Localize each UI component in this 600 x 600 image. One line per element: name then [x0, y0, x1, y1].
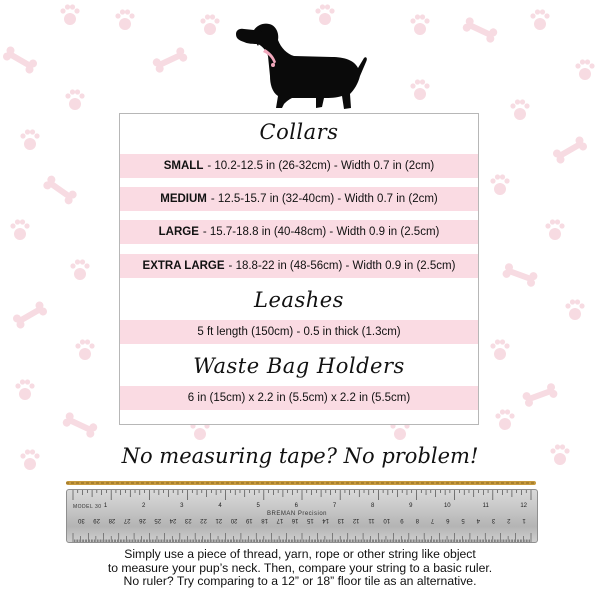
collar-size-row-medium [120, 187, 478, 211]
ruler-inch-label: 10 [443, 503, 451, 509]
size-chart-card [119, 113, 479, 425]
leashes-heading: Leashes [254, 288, 344, 312]
ruler-cm-label: 3 [491, 517, 496, 523]
ruler-cm-label: 20 [230, 517, 238, 523]
ruler-inch-label: 12 [520, 503, 527, 509]
ruler-cm-label: 2 [507, 517, 511, 523]
bone-icon [521, 382, 558, 408]
ruler-inch-label: 11 [482, 503, 489, 509]
bone-icon [61, 411, 98, 439]
dachshund-silhouette-icon [232, 22, 368, 112]
ruler-cm-label: 1 [522, 517, 526, 523]
ruler-model: MODEL 30 [73, 504, 102, 510]
instructions-line: No ruler? Try comparing to a 12” or 18” floor tile as an alternative. [123, 574, 477, 588]
ruler-cm-label: 10 [383, 517, 391, 523]
paw-icon [545, 219, 564, 240]
collar-size-row-extra-large [120, 254, 478, 278]
paw-icon [200, 14, 219, 35]
size-label: SMALL [163, 160, 204, 172]
size-label: MEDIUM [160, 193, 207, 205]
paw-icon [10, 219, 29, 240]
size-detail: - 18.8-22 in (48-56cm) - Width 0.9 in (2.5cm) [228, 260, 456, 272]
ruler-cm-label: 24 [169, 517, 177, 523]
size-detail: - 15.7-18.8 in (40-48cm) - Width 0.9 in (2.5cm) [202, 226, 440, 238]
ruler-cm-label: 22 [200, 517, 207, 523]
ruler-cm-label: 4 [476, 517, 481, 523]
bone-icon [552, 135, 589, 165]
paw-icon [65, 89, 84, 110]
ruler-cm-label: 30 [78, 517, 85, 523]
paw-icon [15, 379, 34, 400]
bone-icon [12, 300, 49, 330]
ruler-cm-label: 19 [245, 517, 253, 523]
paw-icon [490, 174, 509, 195]
paw-icon [510, 99, 529, 120]
size-detail: - 12.5-15.7 in (32-40cm) - Width 0.7 in (2cm) [210, 193, 438, 205]
ruler-cm-label: 12 [352, 517, 360, 523]
ruler-cm-label: 29 [93, 517, 101, 523]
paw-icon [410, 79, 429, 100]
tagline: No measuring tape? No problem! [121, 444, 479, 468]
ruler [66, 489, 538, 543]
ruler-inch-label: 3 [180, 503, 184, 509]
bone-icon [2, 45, 39, 75]
paw-icon [565, 299, 584, 320]
paw-icon [575, 59, 594, 80]
ruler-cm-label: 14 [322, 517, 330, 523]
ruler-cm-label: 7 [430, 517, 435, 523]
ruler-inch-label: 2 [141, 503, 146, 509]
paw-icon [75, 339, 94, 360]
ruler-cm-label: 28 [108, 517, 116, 523]
waste-bag-size-row [120, 386, 478, 410]
paw-icon [70, 259, 89, 280]
bone-icon [42, 174, 78, 206]
instructions-line: to measure your pup’s neck. Then, compare your string to a basic ruler. [107, 560, 493, 575]
ruler-cm-label: 23 [184, 517, 192, 523]
instructions-line: Simply use a piece of thread, yarn, rope or other string like object [124, 547, 476, 561]
ruler-inch-label: 4 [218, 503, 222, 509]
leash-detail: 5 ft length (150cm) - 0.5 in thick (1.3cm) [197, 326, 401, 338]
ruler-cm-label: 21 [215, 517, 223, 523]
paw-icon [530, 9, 549, 30]
ruler-cm-label: 5 [461, 517, 465, 523]
ruler-cm-label: 9 [400, 517, 404, 523]
leash-size-row [120, 320, 478, 344]
paw-icon [490, 339, 509, 360]
collar-size-row-large [120, 220, 478, 244]
paw-icon [115, 9, 134, 30]
ruler-cm-label: 6 [446, 517, 450, 523]
collar-size-row-small [120, 154, 478, 178]
instructions-text [60, 548, 540, 589]
bone-icon [501, 262, 538, 288]
size-label: LARGE [158, 226, 199, 238]
ruler-cm-label: 25 [154, 517, 162, 523]
size-label: EXTRA LARGE [142, 260, 225, 272]
ruler-cm-label: 13 [337, 517, 345, 523]
ruler-inch-label: 8 [370, 503, 375, 509]
ruler-cm-label: 11 [368, 517, 375, 523]
ruler-cm-label: 18 [261, 517, 268, 523]
ruler-brand: BREMAN Precision [267, 511, 328, 517]
bone-icon [461, 16, 498, 44]
ruler-inch-label: 7 [332, 503, 337, 509]
ruler-cm-label: 27 [123, 517, 131, 523]
collars-heading: Collars [259, 120, 339, 144]
paw-icon [410, 14, 429, 35]
ruler-cm-label: 8 [415, 517, 419, 523]
ruler-cm-label: 15 [307, 517, 314, 523]
ruler-cm-label: 17 [276, 517, 284, 523]
ruler-cm-label: 26 [139, 517, 146, 523]
measuring-string-icon [66, 480, 536, 486]
waste-bag-holders-heading: Waste Bag Holders [193, 354, 405, 378]
bone-icon [151, 46, 188, 74]
ruler-cm-label: 16 [291, 517, 299, 523]
paw-icon [495, 409, 514, 430]
paw-icon [20, 129, 39, 150]
paw-icon [60, 4, 79, 25]
waste-bag-detail: 6 in (15cm) x 2.2 in (5.5cm) x 2.2 in (5.5cm) [187, 392, 411, 404]
size-detail: - 10.2-12.5 in (26-32cm) - Width 0.7 in (2cm) [207, 160, 435, 172]
ruler-inch-label: 6 [294, 503, 298, 509]
ruler-inch-label: 5 [256, 503, 260, 509]
ruler-inch-label: 1 [103, 503, 108, 509]
ruler-inch-label: 9 [409, 503, 413, 509]
